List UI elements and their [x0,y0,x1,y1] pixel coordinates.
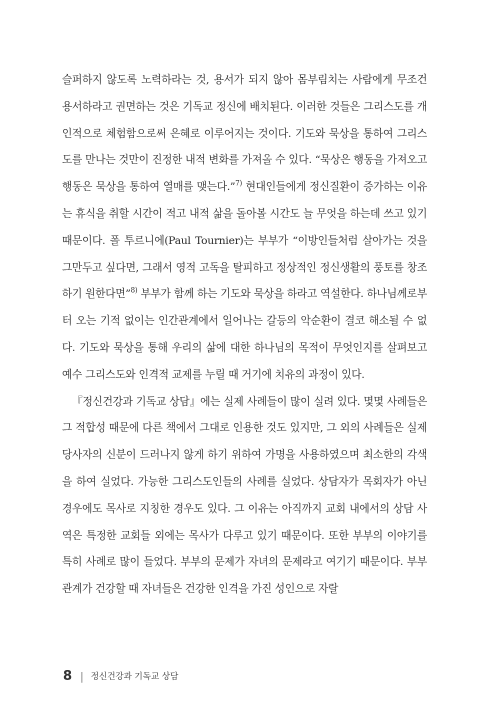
page-number: 8 [63,668,73,684]
paragraph-text: 슬퍼하지 않도록 노력하라는 것, 용서가 되지 않아 몸부림치는 사람에게 무조건 용서하라고 권면하는 것은 기독교 정신에 배치된다. 이러한 것들은 그리스도를 개인적으로 체험함으로써 은혜로 이루어지는 것이다. 기도와 묵상을 통하여 그리스도를 만나는 것만이 진정한 내적 변화를 가져올 수 있다. “묵상은 행동을 가져오고 행동은 묵상을 통하여 열매를 맺는다.” [62,74,427,194]
paragraph [62,67,427,389]
footnote-marker: 7) [235,179,243,188]
running-title: 정신건강과 기독교 상담 [90,672,179,682]
footer-separator: | [80,669,84,683]
paragraph-text: 부부가 함께 하는 기도와 묵상을 하라고 역설한다. 하나님께로부터 오는 기적 없이는 인간관계에서 일어나는 갈등의 악순환이 결코 해소될 수 없다. 기도와 묵상을 통해 우리의 삶에 대한 하나님의 목적이 무엇인지를 살펴보고 예수 그리스도와 인격적 교제를 누릴 때 거기에 치유의 과정이 있다. [62,288,427,381]
paragraph-text: 『정신건강과 기독교 상담』에는 실제 사례들이 많이 실려 있다. 몇몇 사례들은 그 적합성 때문에 다른 책에서 그대로 인용한 것도 있지만, 그 외의 사례들은 실제 당사자의 신분이 드러나지 않게 하기 위하여 가명을 사용하였으며 최소한의 각색을 하여 실었다. 가능한 그리스도인들의 사례를 실었다. 상담자가 목회자가 아닌 경우에도 목사로 지칭한 경우도 있다. 그 이유는 아직까지 교회 내에서의 상담 사역은 특정한 교회들 외에는 목사가 다루고 있기 때문이다. 또한 부부의 이야기를 특히 사례로 많이 들었다. 부부의 문제가 자녀의 문제라고 여기기 때문이다. 부부관계가 건강할 때 자녀들은 건강한 인격을 가진 성인으로 자랄 [62,395,427,596]
page-footer [63,666,178,686]
body-text [62,67,427,603]
footnote-marker: 8) [130,286,138,295]
paragraph-text: 현대인들에게 정신질환이 증가하는 이유는 휴식을 취할 시간이 적고 내적 삶을 돌아볼 시간도 늘 무엇을 하는데 쓰고 있기 때문이다. 폴 투르니에(Paul Tournier)는 부부가 “이방인들처럼 살아가는 것을 그만두고 싶다면, 그래서 영적 고독을 탈피하고 정상적인 정신생활의 풍토를 창조하기 원한다면” [62,181,427,301]
paragraph [62,389,427,603]
